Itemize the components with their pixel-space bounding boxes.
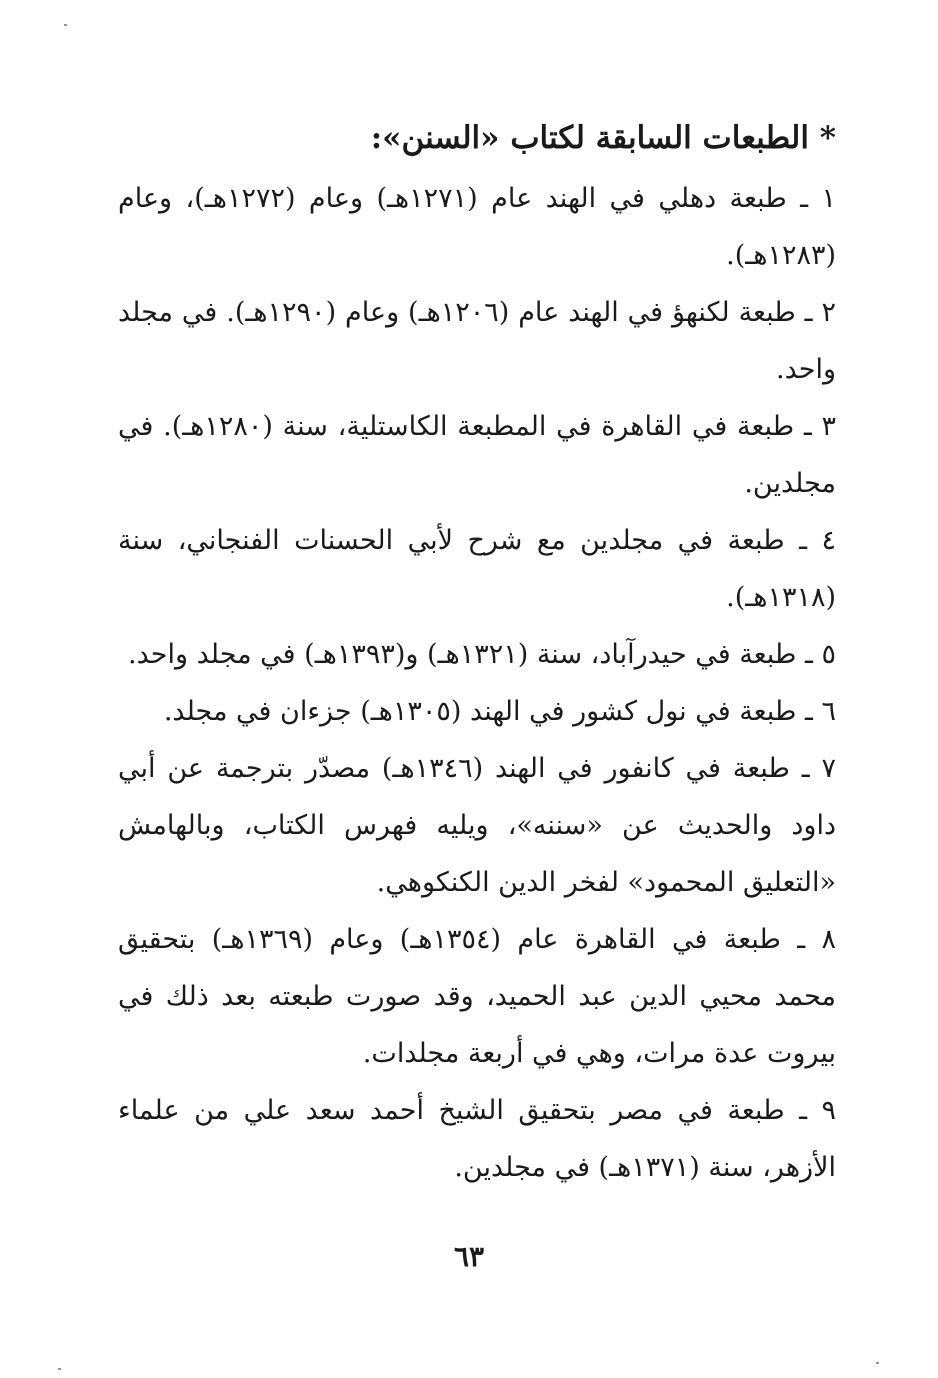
scan-speck bbox=[58, 1368, 61, 1370]
scan-speck bbox=[876, 1362, 879, 1364]
edition-item-1: ١ ـ طبعة دهلي في الهند عام (١٢٧١هـ) وعام (١٢٧٢هـ)، وعام (١٢٨٣هـ). bbox=[118, 183, 836, 271]
edition-item-2: ٢ ـ طبعة لكنهؤ في الهند عام (١٢٠٦هـ) وعام (١٢٩٠هـ). في مجلد واحد. bbox=[118, 297, 836, 385]
scan-speck bbox=[64, 24, 67, 26]
edition-item-9: ٩ ـ طبعة في مصر بتحقيق الشيخ أحمد سعد علي من علماء الأزهر، سنة (١٣٧١هـ) في مجلدين. bbox=[118, 1095, 836, 1183]
page-number: ٦٣ bbox=[453, 1240, 485, 1273]
edition-item-8: ٨ ـ طبعة في القاهرة عام (١٣٥٤هـ) وعام (١٣٦٩هـ) بتحقيق محمد محيي الدين عبد الحميد، وقد صورت طبعته بعد ذلك في بيروت عدة مرات، وهي في أربعة مجلدات. bbox=[118, 924, 836, 1069]
page-body bbox=[118, 108, 836, 1196]
edition-item-5: ٥ ـ طبعة في حيدرآباد، سنة (١٣٢١هـ) و(١٣٩٣هـ) في مجلد واحد. bbox=[128, 639, 836, 670]
edition-item-4: ٤ ـ طبعة في مجلدين مع شرح لأبي الحسنات الفنجاني، سنة (١٣١٨هـ). bbox=[118, 525, 836, 613]
section-heading: * الطبعات السابقة لكتاب «السنن»: bbox=[370, 120, 836, 156]
edition-item-6: ٦ ـ طبعة في نول كشور في الهند (١٣٠٥هـ) جزءان في مجلد. bbox=[163, 696, 836, 727]
edition-item-3: ٣ ـ طبعة في القاهرة في المطبعة الكاستلية، سنة (١٢٨٠هـ). في مجلدين. bbox=[118, 411, 836, 499]
edition-item-7: ٧ ـ طبعة في كانفور في الهند (١٣٤٦هـ) مصدّر بترجمة عن أبي داود والحديث عن «سننه»، ويليه فهرس الكتاب، وبالهامش «التعليق المحمود» لفخر الدين الكنكوهي. bbox=[118, 753, 836, 898]
